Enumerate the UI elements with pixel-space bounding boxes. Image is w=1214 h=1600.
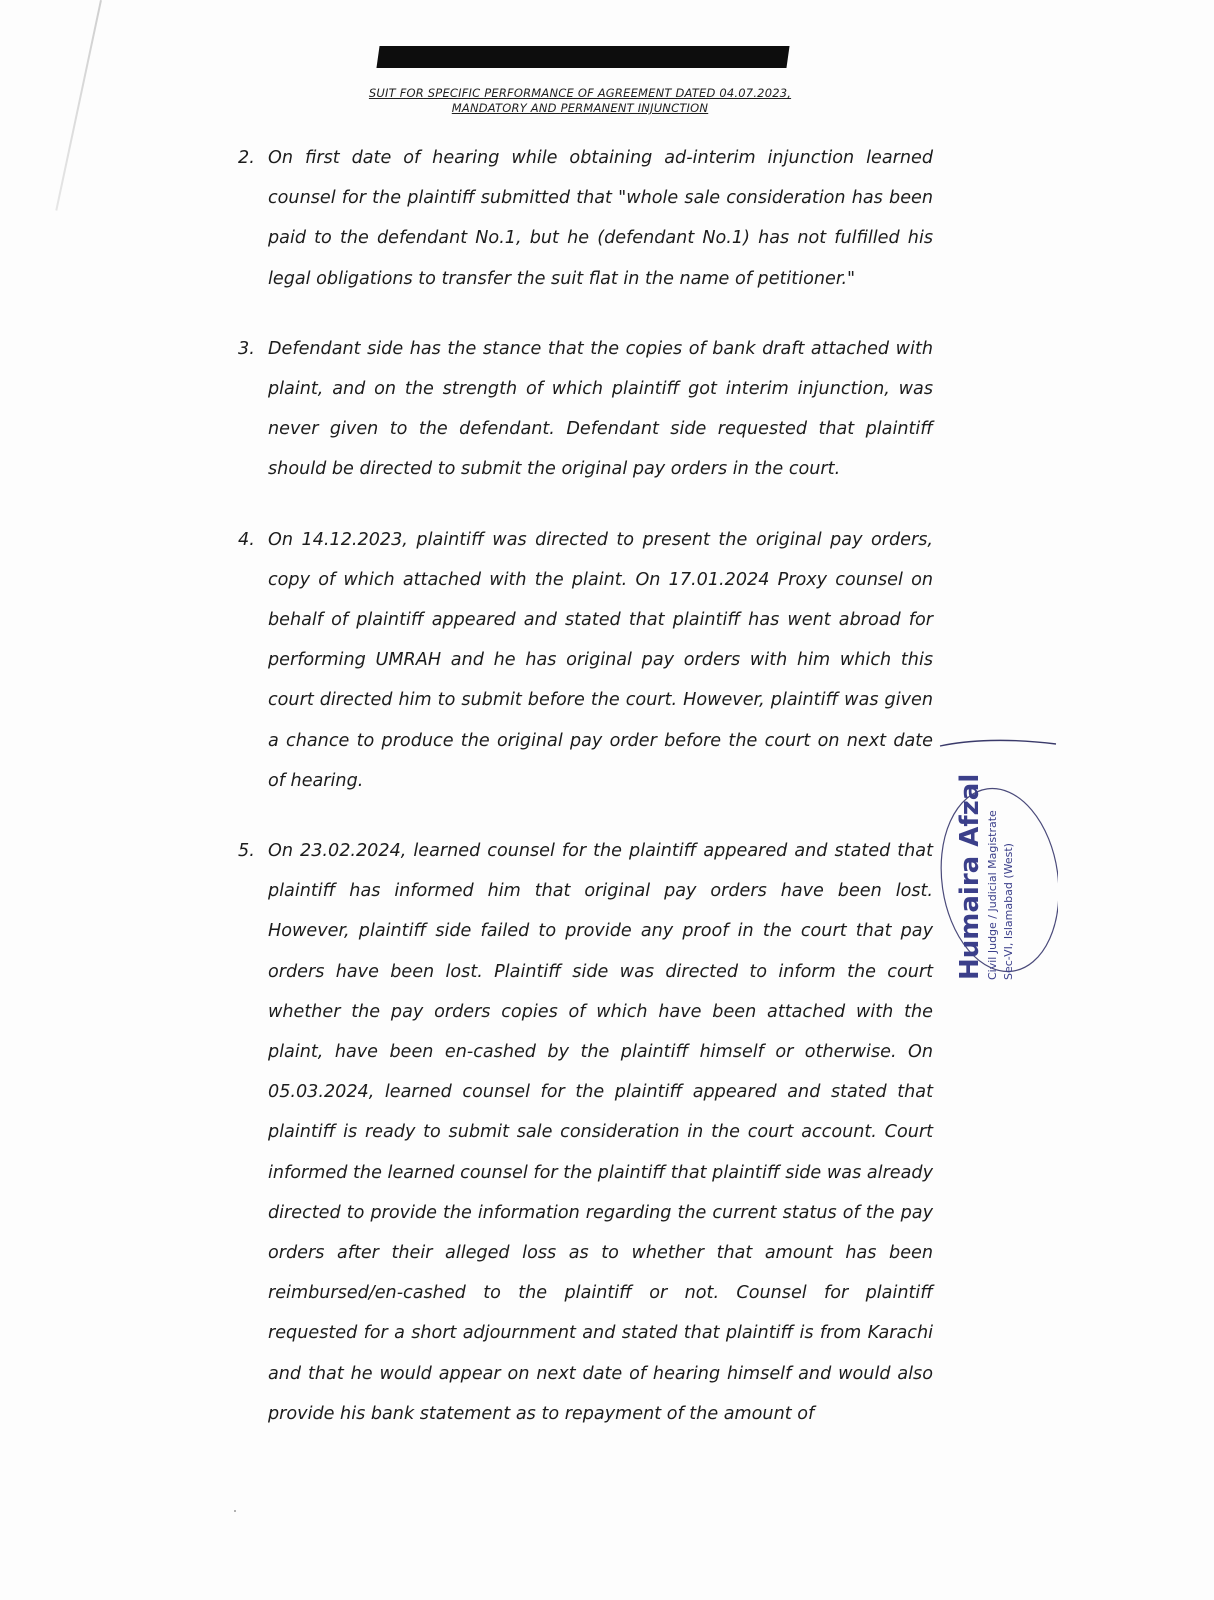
paragraph-5 — [238, 831, 933, 1434]
redacted-title-bar — [376, 46, 789, 68]
paragraph-2 — [238, 138, 933, 299]
paragraph-text: On 23.02.2024, learned counsel for the plaintiff appeared and stated that plaintiff has informed him that original pay orders have been lost. However, plaintiff side failed to provide any proof in the court that pay orders have been lost. Plaintiff side was directed to inform the court whether the pay orders copies of which have been attached with the plaint, have been en-cashed by the plaintiff himself or otherwise. On 05.03.2024, learned counsel for the plaintiff appeared and stated that plaintiff is ready to submit sale consideration in the court account. Court informed the learned counsel for the plaintiff that plaintiff side was already directed to provide the information regarding the current status of the pay orders after their alleged loss as to whether that amount has been reimbursed/en-cashed to the plaintiff or not. Counsel for plaintiff requested for a short adjournment and stated that plaintiff is from Karachi and that he would appear on next date of hearing himself and would also provide his bank statement as to repayment of the amount of — [268, 841, 933, 1424]
paragraph-number: 3. — [238, 338, 255, 359]
stamp-court: Sec-VI, Islamabad (West) — [1002, 843, 1015, 980]
paragraph-number: 5. — [238, 841, 255, 862]
paragraph-number: 4. — [238, 529, 255, 550]
paragraph-text: Defendant side has the stance that the copies of bank draft attached with plaint, and on the strength of which plaintiff got interim injunction, was never given to the defendant. Defendant side requested that plaintiff should be directed to submit the original pay orders in the court. — [268, 338, 933, 480]
case-header-line-2: MANDATORY AND PERMANENT INJUNCTION — [451, 101, 709, 115]
case-header-line-1: SUIT FOR SPECIFIC PERFORMANCE OF AGREEMENT DATED 04.07.2023, — [368, 86, 792, 100]
paragraph-text: On 14.12.2023, plaintiff was directed to present the original pay orders, copy of which attached with the plaint. On 17.01.2024 Proxy counsel on behalf of plaintiff appeared and stated that plaintiff has went abroad for performing UMRAH and he has original pay orders with him which this court directed him to submit before the court. However, plaintiff was given a chance to produce the original pay order before the court on next date of hearing. — [268, 529, 933, 791]
case-header — [330, 86, 830, 116]
stamp-graphic — [938, 730, 1058, 1000]
scan-speck — [234, 1510, 236, 1512]
paragraph-text: On first date of hearing while obtaining ad-interim injunction learned counsel for the plaintiff submitted that "whole sale consideration has been paid to the defendant No.1, but he (defendant No.1) has not fulfilled his legal obligations to transfer the suit flat in the name of petitioner." — [268, 148, 933, 289]
paragraph-number: 2. — [238, 148, 255, 168]
stamp-title: Civil Judge / Judicial Magistrate — [986, 810, 999, 980]
stamp-name: Humaira Afzal — [955, 773, 985, 980]
paragraph-4 — [238, 520, 933, 801]
judge-stamp-signature — [938, 730, 1058, 1000]
paragraph-3 — [238, 329, 933, 490]
scan-artifact-line — [55, 0, 102, 211]
order-body — [238, 138, 933, 1434]
